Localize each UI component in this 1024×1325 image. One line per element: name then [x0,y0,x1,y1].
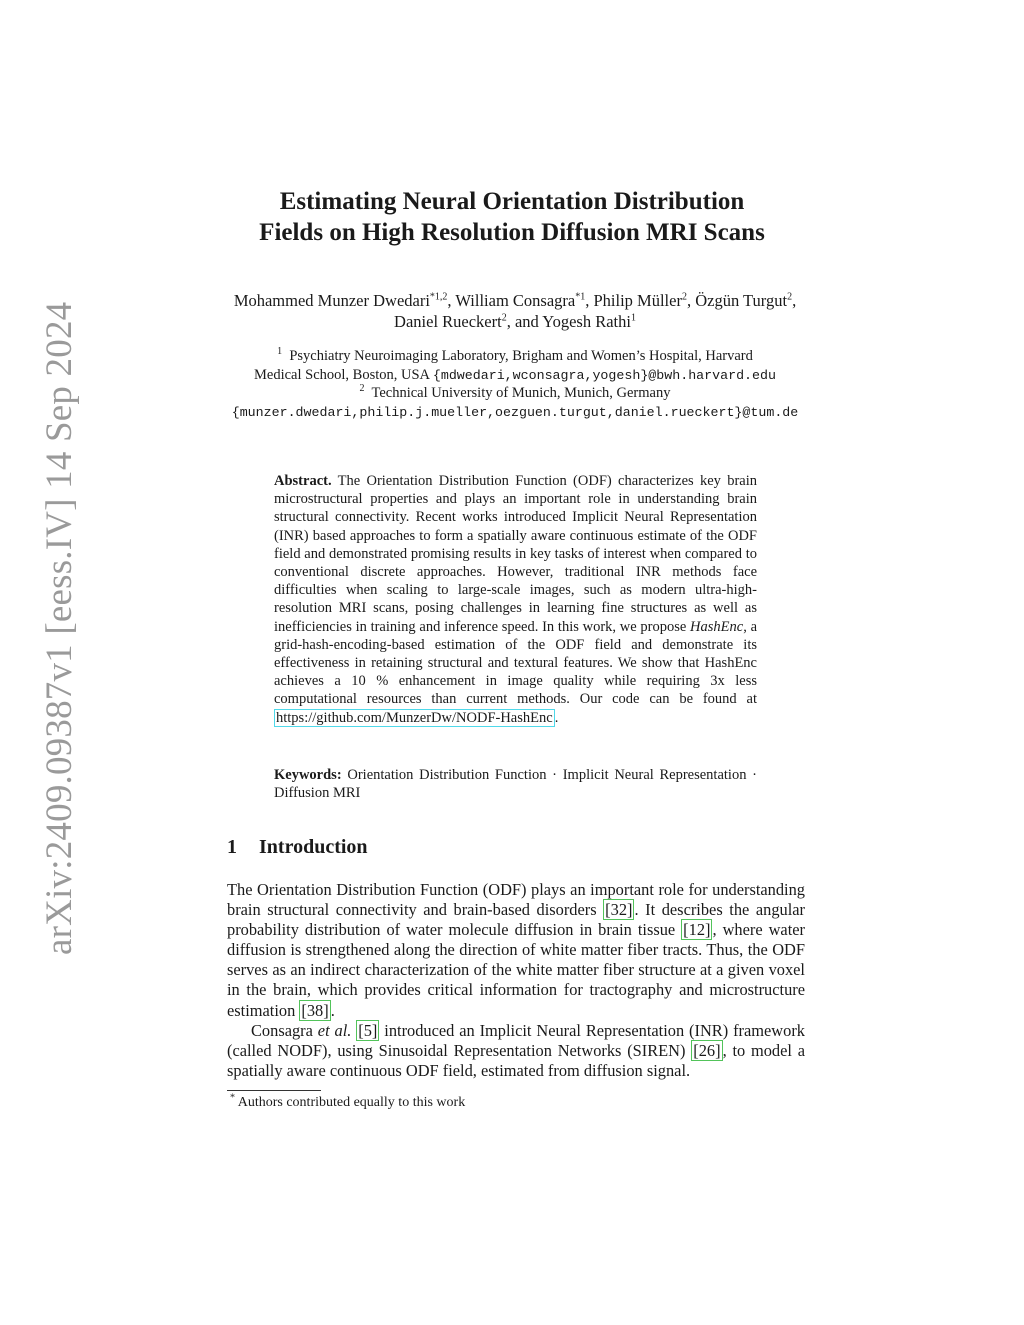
footnote-text: Authors contributed equally to this work [235,1095,466,1110]
author-affiliation-mark: 1 [630,312,636,324]
body-text-emphasis: et al. [317,1020,352,1040]
affiliation-text: Psychiatry Neuroimaging Laboratory, Brigham and Women’s Hospital, Harvard [289,348,753,364]
footnote-rule [227,1090,321,1091]
author-list [215,290,815,332]
author-affiliation-mark: 2 [681,291,687,303]
footnote-mark: * [230,1092,235,1104]
affiliation-2 [215,384,815,403]
body-text: , where water diffusion is strengthened along the direction of white matter fiber tracts. Thus, the ODF serves as an indirect characterization of the white matter fiber structure at a given voxel in the brain, which provides critical information for tractography and microstructure estimation [227,920,805,1020]
method-name: HashEnc [690,618,744,635]
section-heading [227,836,368,859]
citation-link[interactable]: [32] [605,900,633,920]
paragraph [227,880,805,1021]
body-text: Consagra [251,1020,318,1040]
citation-link[interactable]: [38] [301,1000,329,1020]
section-number: 1 [227,836,237,858]
author-affiliation-mark: *1 [575,291,586,303]
affiliation-text: Technical University of Munich, Munich, Germany [371,385,671,401]
affiliation-email: {mdwedari,wconsagra,yogesh}@bwh.harvard.edu [432,368,776,383]
affiliation-1-line-2 [215,366,815,385]
author-affiliation-mark: 2 [501,312,507,324]
paper-title [0,186,1024,248]
arxiv-identifier: arXiv:2409.09387v1 [eess.IV] 14 Sep 2024 [39,301,80,955]
code-link[interactable]: https://github.com/MunzerDw/NODF-HashEnc [276,709,553,726]
introduction-body [227,880,805,1081]
citation-link[interactable]: [12] [683,920,711,940]
author-name: , Özgün Turgut [686,291,788,310]
author-affiliation-mark: *1,2 [429,291,448,303]
abstract-text: . [554,709,559,726]
citation-link[interactable]: [5] [358,1020,378,1040]
author-name: , William Consagra [447,291,576,310]
author-name: , Philip Müller [585,291,682,310]
affiliation-1-line-1 [215,347,815,366]
body-text: . [330,1000,335,1020]
author-name: , Daniel Rueckert [394,291,797,331]
keywords-label: Keywords: [274,767,342,783]
title-line-1: Estimating Neural Orientation Distribution [279,188,745,215]
section-title: Introduction [259,836,368,858]
body-text: introduced an Implicit Neural Representation (INR) framework (called NODF), using Sinusoidal Representation Networks (SIREN) [227,1020,805,1060]
author-name: Mohammed Munzer Dwedari [233,291,430,310]
abstract-text: The Orientation Distribution Function (ODF) characterizes key brain microstructural properties and plays an important role in understanding brain structural connectivity. Recent works introduced Implicit Neural Representation (INR) based approaches to form a spatially aware continuous estimate of the ODF field and demonstrated promising results in key tasks of interest when compared to conventional discrete approaches. However, traditional INR methods face difficulties when scaling to large-scale images, such as modern ultra-high-resolution MRI scans, posing challenges in learning fine structures as well as inefficiencies in training and inference speed. In this work, we propose [274,473,757,635]
abstract-label: Abstract. [274,473,332,489]
affiliation-2-email [215,403,815,422]
keywords-text: Orientation Distribution Function · Implicit Neural Representation · Diffusion MRI [274,767,757,802]
abstract [274,472,757,727]
affiliation-text: Medical School, Boston, USA [254,367,433,383]
body-text: . It describes the angular probability distribution of water molecule diffusion in brain tissue [227,900,805,940]
affiliation-number: 2 [359,383,365,395]
author-name: , and Yogesh Rathi [506,312,631,331]
paragraph [227,1021,805,1081]
keywords [274,766,757,802]
abstract-text: , a grid-hash-encoding-based estimation of the ODF field and demonstrate its effectiveness in retaining structural and textural features. We show that HashEnc achieves a 10 % enhancement in image quality while requiring 3x less computational resources than current methods. Our code can be found at [274,618,758,708]
citation-link[interactable]: [26] [693,1040,721,1060]
footnote [230,1092,466,1111]
body-text: The Orientation Distribution Function (ODF) plays an important role for understanding brain structural connectivity and brain-based disorders [227,880,805,920]
affiliation-number: 1 [277,346,283,358]
title-line-2: Fields on High Resolution Diffusion MRI Scans [259,219,765,246]
body-text: , to model a spatially aware continuous ODF field, estimated from diffusion signal. [227,1040,806,1080]
author-affiliation-mark: 2 [787,291,793,303]
affiliation-email: {munzer.dwedari,philip.j.mueller,oezguen.turgut,daniel.rueckert}@tum.de [231,405,799,420]
